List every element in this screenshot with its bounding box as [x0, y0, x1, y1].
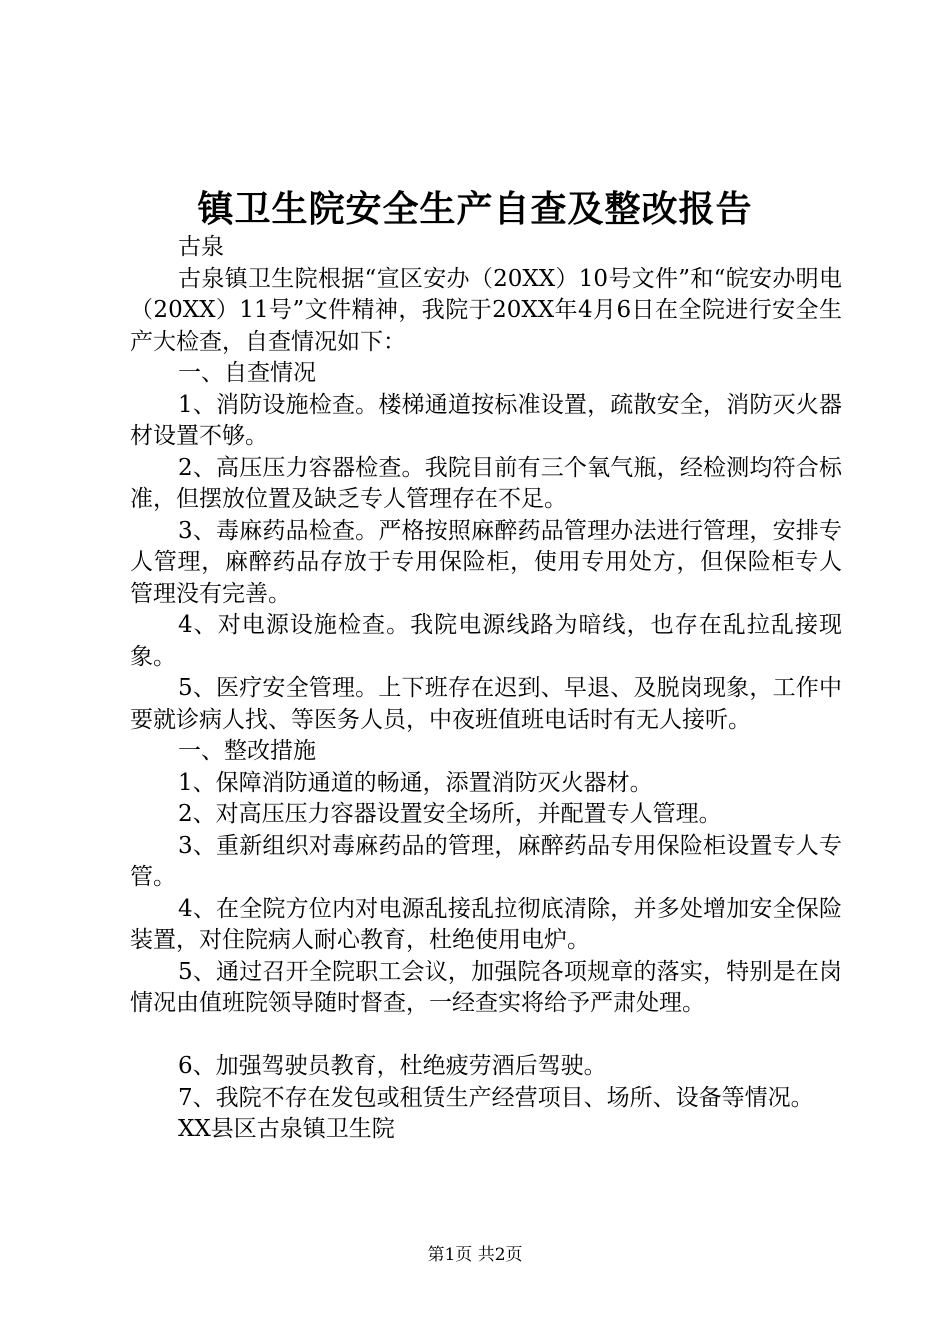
paragraph-intro: 古泉镇卫生院根据“宣区安办（20XX）10号文件”和“皖安办明电（20XX）11号”文件精神，我院于20XX年4月6日在全院进行安全生产大检查，自查情况如下： — [130, 265, 842, 355]
heading-rectification: 一、整改措施 — [178, 738, 316, 764]
document-title: 镇卫生院安全生产自查及整改报告 — [197, 188, 753, 230]
heading-self-inspection: 一、自查情况 — [178, 360, 316, 386]
paragraph-measure-7: 7、我院不存在发包或租赁生产经营项目、场所、设备等情况。 — [178, 1084, 814, 1111]
paragraph-measure-4: 4、在全院方位内对电源乱接乱拉彻底清除，并多处增加安全保险装置，对住院病人耐心教育，杜绝使用电炉。 — [130, 895, 842, 953]
paragraph-pressure-vessels: 2、高压压力容器检查。我院目前有三个氧气瓶，经检测均符合标准，但摆放位置及缺乏专人管理存在不足。 — [130, 454, 842, 512]
paragraph-medical-safety: 5、医疗安全管理。上下班存在迟到、早退、及脱岗现象，工作中要就诊病人找、等医务人员，中夜班值班电话时有无人接听。 — [130, 675, 842, 733]
document-body — [130, 232, 842, 1146]
paragraph-measure-3: 3、重新组织对毒麻药品的管理，麻醉药品专用保险柜设置专人专管。 — [130, 832, 842, 890]
paragraph-narcotics: 3、毒麻药品检查。严格按照麻醉药品管理办法进行管理，安排专人管理，麻醉药品存放于专用保险柜，使用专用处方，但保险柜专人管理没有完善。 — [130, 517, 842, 607]
paragraph-power-facilities: 4、对电源设施检查。我院电源线路为暗线，也存在乱拉乱接现象。 — [130, 612, 842, 670]
paragraph-measure-6: 6、加强驾驶员教育，杜绝疲劳酒后驾驶。 — [178, 1053, 607, 1079]
paragraph-location: 古泉 — [178, 234, 224, 260]
paragraph-measure-2: 2、对高压压力容器设置安全场所，并配置专人管理。 — [178, 801, 722, 827]
paragraph-measure-5: 5、通过召开全院职工会议，加强院各项规章的落实，特别是在岗情况由值班院领导随时督查，一经查实将给予严肃处理。 — [130, 958, 842, 1016]
paragraph-fire-facilities: 1、消防设施检查。楼梯通道按标准设置，疏散安全，消防灭火器材设置不够。 — [130, 391, 842, 449]
paragraph-measure-1: 1、保障消防通道的畅通，添置消防灭火器材。 — [178, 769, 653, 796]
signature-org: XX县区古泉镇卫生院 — [178, 1116, 395, 1142]
page-number: 第1页 共2页 — [427, 1245, 523, 1265]
blank-line — [130, 1020, 842, 1052]
